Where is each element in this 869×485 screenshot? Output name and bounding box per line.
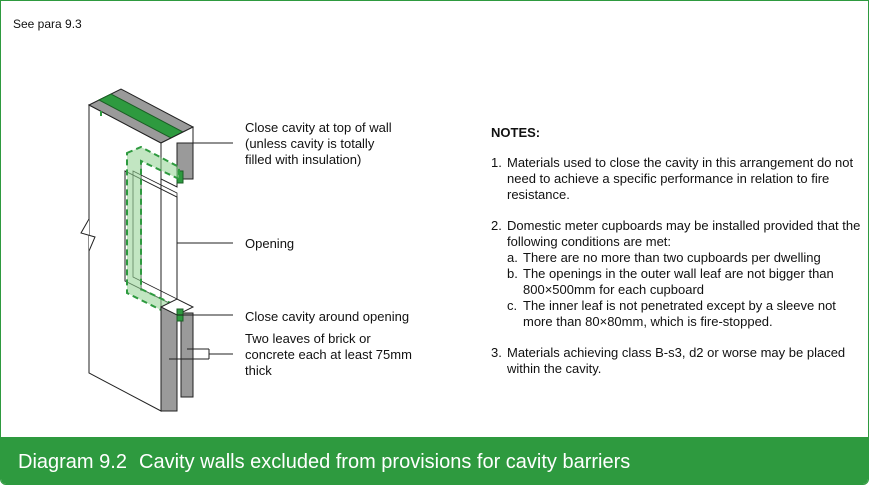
note-2-number: 2. bbox=[491, 218, 502, 233]
note-2-sub-b bbox=[507, 266, 861, 298]
label-two-leaves-line-3: thick bbox=[245, 363, 272, 378]
note-2-text: Domestic meter cupboards may be installed provided that the following conditions are met: bbox=[507, 218, 861, 249]
label-two-leaves-line-1: Two leaves of brick or bbox=[245, 331, 371, 346]
note-3 bbox=[491, 345, 861, 377]
outer-leaf-lower-right bbox=[181, 313, 193, 397]
note-3-text: Materials achieving class B-s3, d2 or worse may be placed within the cavity. bbox=[507, 345, 846, 376]
caption-number: Diagram 9.2 bbox=[18, 451, 127, 473]
caption-bar bbox=[1, 437, 869, 485]
note-2-sub-b-letter: b. bbox=[507, 266, 518, 281]
label-opening: Opening bbox=[245, 236, 295, 251]
label-close-top bbox=[245, 120, 392, 168]
note-2-sub-a-text: There are no more than two cupboards per dwelling bbox=[523, 250, 821, 265]
note-2-sub-b-text: The openings in the outer wall leaf are not bigger than 800×500mm for each cupboard bbox=[523, 266, 834, 297]
notes-panel bbox=[491, 125, 861, 392]
note-2 bbox=[491, 218, 861, 330]
note-2-sub-a bbox=[507, 250, 861, 266]
note-1-number: 1. bbox=[491, 155, 502, 170]
label-two-leaves bbox=[245, 331, 412, 379]
note-1 bbox=[491, 155, 861, 203]
label-close-around: Close cavity around opening bbox=[245, 309, 410, 324]
note-2-sub-c bbox=[507, 298, 861, 330]
label-close-top-line-2: (unless cavity is totally bbox=[245, 136, 375, 151]
caption-title: Cavity walls excluded from provisions for cavity barriers bbox=[139, 451, 631, 473]
see-para-reference: See para 9.3 bbox=[13, 17, 82, 31]
note-3-number: 3. bbox=[491, 345, 502, 360]
note-1-text: Materials used to close the cavity in this arrangement do not need to achieve a specific performance in relation to fire resistance. bbox=[507, 155, 854, 202]
note-2-sub-a-letter: a. bbox=[507, 250, 518, 265]
notes-title: NOTES: bbox=[491, 125, 541, 140]
note-2-sub-c-letter: c. bbox=[507, 298, 518, 313]
label-two-leaves-line-2: concrete each at least 75mm bbox=[245, 347, 412, 362]
label-close-top-line-3: filled with insulation) bbox=[245, 152, 362, 167]
note-2-sub-c-text: The inner leaf is not penetrated except by a sleeve not more than 80×80mm, which is fire-stopped. bbox=[523, 298, 836, 329]
label-close-top-line-1: Close cavity at top of wall bbox=[245, 120, 392, 135]
